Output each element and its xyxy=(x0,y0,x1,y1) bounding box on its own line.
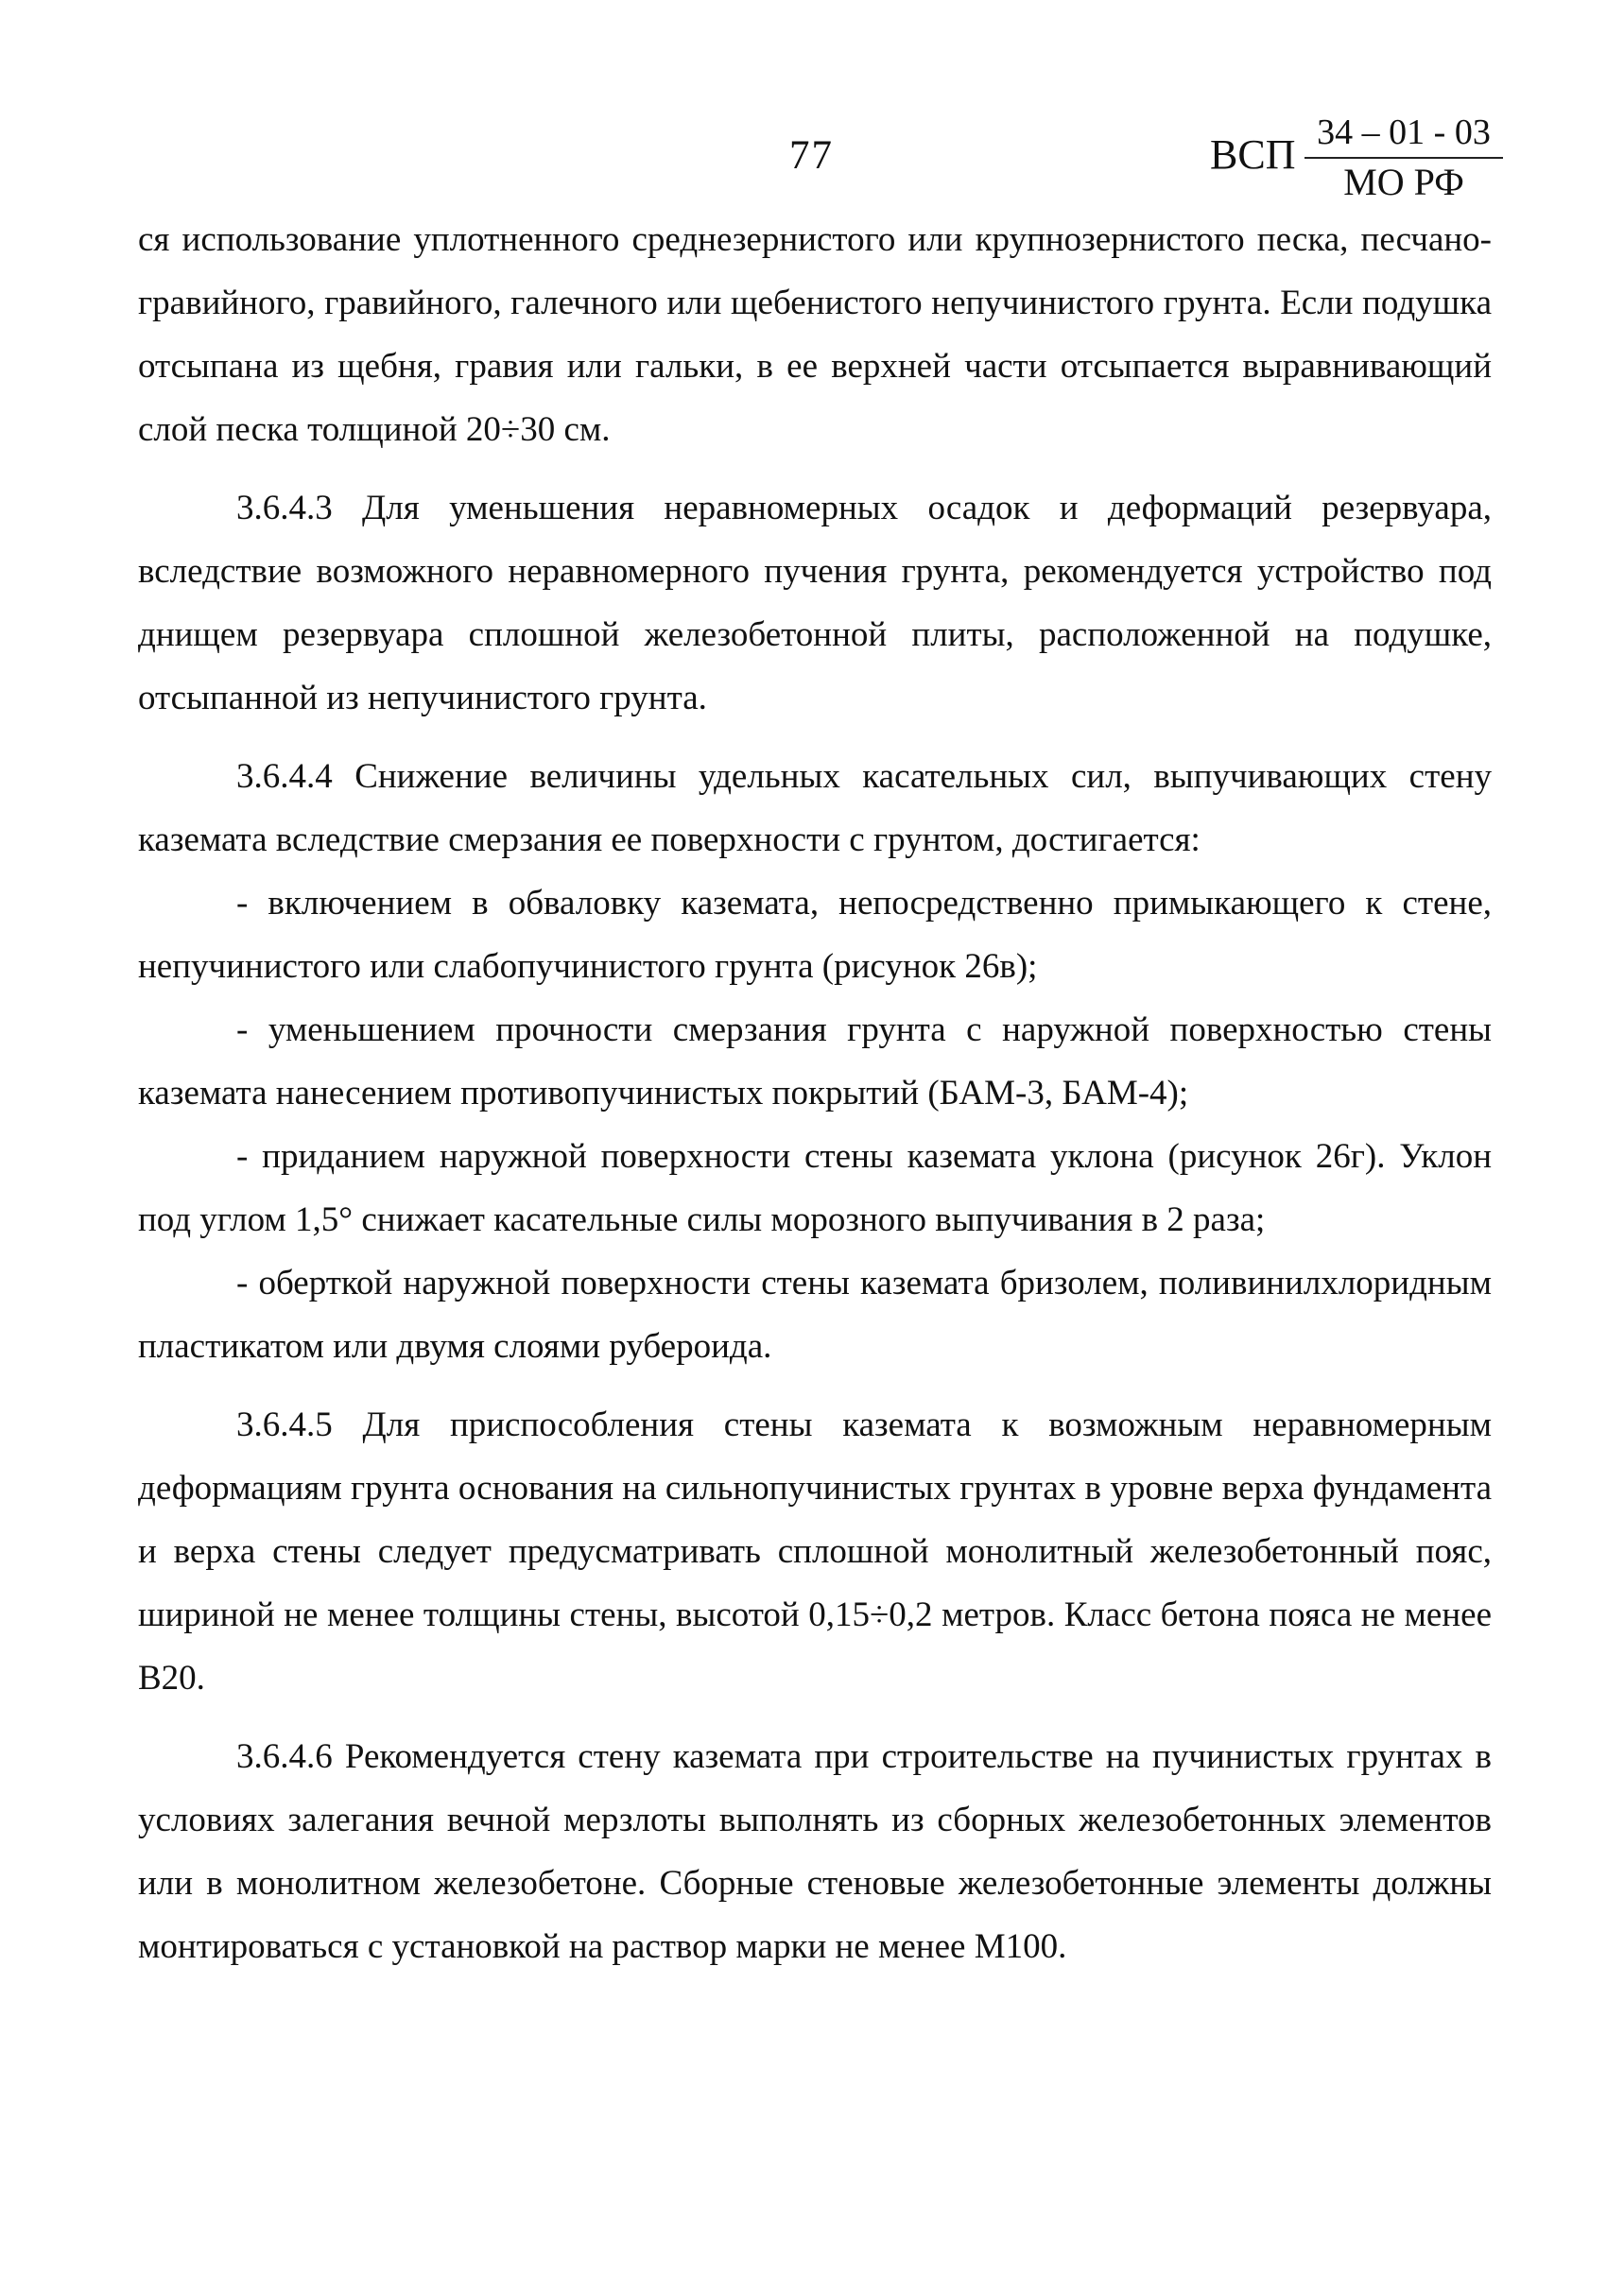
document-code-organization: МО РФ xyxy=(1343,161,1464,203)
page-number: 77 xyxy=(789,133,834,178)
paragraph-3-6-4-4: 3.6.4.4 Снижение величины удельных касательных сил, выпучивающих стену каземата вследствие смерзания ее поверхности с грунтом, достигается: xyxy=(138,757,1492,859)
paragraph-continuation: ся использование уплотненного среднезернистого или крупнозернистого песка, песчано-гравийного, гравийного, галечного или щебенистого непучинистого грунта. Если подушка отсыпана из щебня, гравия или гальки, в ее верхней части отсыпается выравнивающий слой песка толщиной 20÷30 см. xyxy=(138,220,1492,449)
list-item-wrapping: - оберткой наружной поверхности стены каземата бризолем, поливинилхлоридным пластикатом или двумя слоями рубероида. xyxy=(138,1264,1492,1366)
body-text xyxy=(138,208,1492,1978)
list-item-backfill: - включением в обваловку каземата, непосредственно примыкающего к стене, непучинистого или слабопучинистого грунта (рисунок 26в); xyxy=(138,884,1492,986)
document-code-prefix: ВСП xyxy=(1210,131,1296,178)
list-item-coating: - уменьшением прочности смерзания грунта с наружной поверхностью стены каземата нанесением противопучинистых покрытий (БАМ-3, БАМ-4); xyxy=(138,1010,1492,1113)
list-item-slope: - приданием наружной поверхности стены каземата уклона (рисунок 26г). Уклон под углом 1,5° снижает касательные силы морозного выпучивания в 2 раза; xyxy=(138,1137,1492,1239)
paragraph-3-6-4-5: 3.6.4.5 Для приспособления стены каземата к возможным неравномерным деформациям грунта основания на сильнопучинистых грунтах в уровне верха фундамента и верха стены следует предусматривать сплошной монолитный железобетонный пояс, шириной не менее толщины стены, высотой 0,15÷0,2 метров. Класс бетона пояса не менее В20. xyxy=(138,1406,1492,1698)
document-code-number: 34 – 01 - 03 xyxy=(1304,112,1503,159)
paragraph-3-6-4-3: 3.6.4.3 Для уменьшения неравномерных осадок и деформаций резервуара, вследствие возможного неравномерного пучения грунта, рекомендуется устройство под днищем резервуара сплошной железобетонной плиты, расположенной на подушке, отсыпанной из непучинистого грунта. xyxy=(138,489,1492,717)
paragraph-3-6-4-6: 3.6.4.6 Рекомендуется стену каземата при строительстве на пучинистых грунтах в условиях залегания вечной мерзлоты выполнять из сборных железобетонных элементов или в монолитном железобетоне. Сборные стеновые железобетонные элементы должны монтироваться с установкой на раствор марки не менее М100. xyxy=(138,1737,1492,1966)
document-code xyxy=(1210,112,1512,206)
document-code-fraction xyxy=(1304,112,1503,206)
